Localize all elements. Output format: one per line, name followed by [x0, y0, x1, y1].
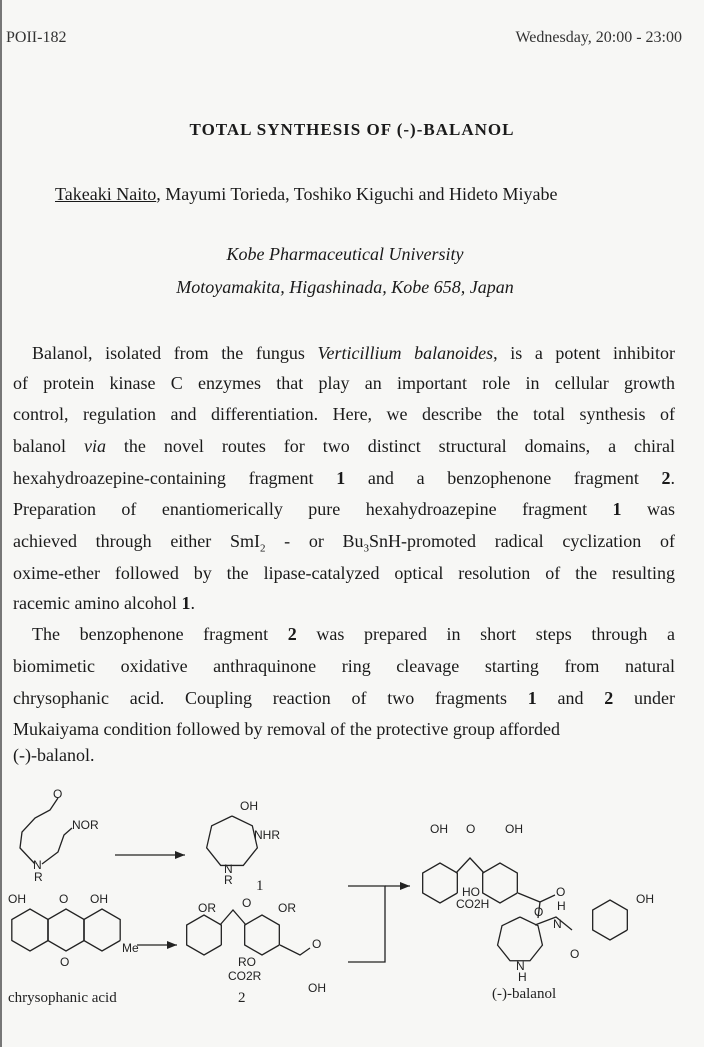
- arrow-coupling-head: [400, 882, 410, 890]
- text-run: and: [536, 688, 605, 708]
- atom-label: H: [518, 970, 527, 984]
- abstract-line: [13, 656, 675, 680]
- abstract-line: [13, 373, 675, 397]
- text-run: The benzophenone fragment: [32, 624, 288, 644]
- atom-label: R: [224, 873, 233, 887]
- affiliation-institution: Kobe Pharmaceutical University: [226, 244, 464, 264]
- text-run: via: [83, 436, 106, 456]
- atom-label: R: [34, 870, 43, 884]
- azepane-ring-1: [207, 816, 258, 865]
- atom-label: O: [570, 947, 580, 961]
- text-run: (-)-balanol.: [13, 745, 95, 765]
- text-run: control, regulation and differentiation. Here, we describe the total synthesis of: [13, 404, 675, 424]
- text-run: Verticillium balanoides: [317, 343, 494, 363]
- text-run: , is a potent inhibitor: [493, 343, 676, 363]
- acid-bond: [280, 945, 310, 955]
- text-run: was: [621, 499, 675, 519]
- text-run: hexahydroazepine-containing fragment: [13, 468, 337, 488]
- atom-label: 1: [256, 878, 264, 894]
- text-run: racemic amino alcohol: [13, 593, 182, 613]
- benzophenone-ring-b: [245, 915, 280, 955]
- text-run: 1: [612, 499, 622, 519]
- text-run: 1: [336, 468, 346, 488]
- text-run: .: [670, 468, 676, 488]
- atom-label: OR: [278, 901, 296, 915]
- presenting-author: Takeaki Naito: [55, 184, 157, 204]
- text-run: and a benzophenone fragment: [345, 468, 662, 488]
- abstract-line: [32, 343, 675, 367]
- abstract-line: [32, 624, 675, 648]
- text-run: Mukaiyama condition followed by removal of the protective group afforded: [13, 719, 561, 739]
- authors: [55, 184, 557, 205]
- atom-label: 2: [238, 990, 246, 1006]
- atom-label: O: [59, 892, 69, 906]
- co-authors: , Mayumi Torieda, Toshiko Kiguchi and Hideto Miyabe: [156, 184, 558, 204]
- text-run: the novel routes for two distinct structural domains, a chiral: [105, 436, 676, 456]
- atom-label: O: [60, 955, 70, 969]
- text-run: balanol: [13, 436, 84, 456]
- phenol-ring: [593, 900, 628, 940]
- atom-label: O: [534, 905, 544, 919]
- atom-label: OH: [8, 892, 26, 906]
- arrow-oxidative-cleavage-head: [167, 941, 177, 949]
- coupling-bracket: [348, 886, 385, 962]
- text-run: - or Bu: [265, 531, 364, 551]
- balanol-azepane: [498, 917, 543, 961]
- poster-code: POII-182: [6, 29, 67, 46]
- paper-title: TOTAL SYNTHESIS OF (-)-BALANOL: [189, 120, 515, 139]
- abstract-line: [13, 593, 675, 617]
- text-run: 2: [287, 624, 297, 644]
- oxime-chain: [20, 798, 58, 864]
- anthraquinone-ring-c: [84, 909, 120, 951]
- atom-label: N: [553, 917, 562, 931]
- text-run: Preparation of enantiomerically pure hexahydroazepine fragment: [13, 499, 613, 519]
- atom-label: N: [33, 858, 42, 872]
- abstract-line: [13, 436, 675, 460]
- reaction-scheme: [0, 780, 704, 1020]
- text-run: of protein kinase C enzymes that play an important role in cellular growth: [13, 373, 675, 393]
- atom-label: CO2H: [456, 897, 490, 911]
- text-run: SnH-promoted radical cyclization of: [369, 531, 675, 551]
- atom-label: RO: [238, 955, 256, 969]
- session-time: Wednesday, 20:00 - 23:00: [515, 29, 682, 46]
- abstract-line: [13, 563, 675, 587]
- text-run: biomimetic oxidative anthraquinone ring cleavage starting from natural: [13, 656, 675, 676]
- abstract-line: [13, 688, 675, 712]
- text-run: 1: [181, 593, 191, 613]
- balanol-ring-a: [423, 863, 458, 903]
- text-run: 2: [661, 468, 671, 488]
- benzophenone-ring-a: [187, 915, 222, 955]
- abstract-line: [13, 499, 675, 523]
- text-run: under: [613, 688, 675, 708]
- text-run: .: [190, 593, 195, 613]
- ester-bond: [518, 893, 555, 902]
- atom-label: CO2R: [228, 969, 262, 983]
- text-run: oxime-ether followed by the lipase-catalyzed optical resolution of the resulting: [13, 563, 675, 583]
- atom-label: chrysophanic acid: [8, 990, 117, 1006]
- text-run: Balanol, isolated from the fungus: [32, 343, 318, 363]
- atom-label: N: [224, 862, 233, 876]
- atom-label: NHR: [254, 828, 280, 842]
- atom-label: NOR: [72, 818, 99, 832]
- atom-label: OH: [430, 822, 448, 836]
- text-run: was prepared in short steps through a: [296, 624, 675, 644]
- text-run: 2: [604, 688, 614, 708]
- atom-label: OH: [90, 892, 108, 906]
- abstract-line: [13, 745, 675, 769]
- text-run: 3: [363, 542, 370, 555]
- atom-label: O: [53, 787, 63, 801]
- carbonyl-bond: [220, 910, 246, 925]
- anthraquinone-ring-b: [48, 909, 84, 951]
- abstract-line: [13, 719, 675, 743]
- text-run: 1: [527, 688, 537, 708]
- atom-label: O: [312, 937, 322, 951]
- atom-label: OH: [308, 981, 326, 995]
- atom-label: OH: [636, 892, 654, 906]
- oxime-chain: [42, 828, 72, 864]
- atom-label: O: [242, 896, 252, 910]
- atom-label: O: [466, 822, 476, 836]
- atom-label: N: [516, 959, 525, 973]
- anthraquinone-ring-a: [12, 909, 48, 951]
- text-run: chrysophanic acid. Coupling reaction of two fragments: [13, 688, 528, 708]
- atom-label: Me: [122, 941, 139, 955]
- arrow-cyclization-head: [175, 851, 185, 859]
- atom-label: (-)-balanol: [492, 986, 557, 1002]
- abstract-line: [13, 404, 675, 428]
- affiliation-address: Motoyamakita, Higashinada, Kobe 658, Japan: [176, 277, 514, 297]
- atom-label: OH: [240, 799, 258, 813]
- atom-label: OR: [198, 901, 216, 915]
- atom-label: H: [557, 899, 566, 913]
- abstract-line: [13, 468, 675, 492]
- atom-label: O: [556, 885, 566, 899]
- text-run: 2: [259, 542, 266, 555]
- atom-label: HO: [462, 885, 480, 899]
- carbonyl-bond: [456, 858, 484, 873]
- abstract-line: [13, 531, 675, 555]
- text-run: achieved through either SmI: [13, 531, 260, 551]
- atom-label: OH: [505, 822, 523, 836]
